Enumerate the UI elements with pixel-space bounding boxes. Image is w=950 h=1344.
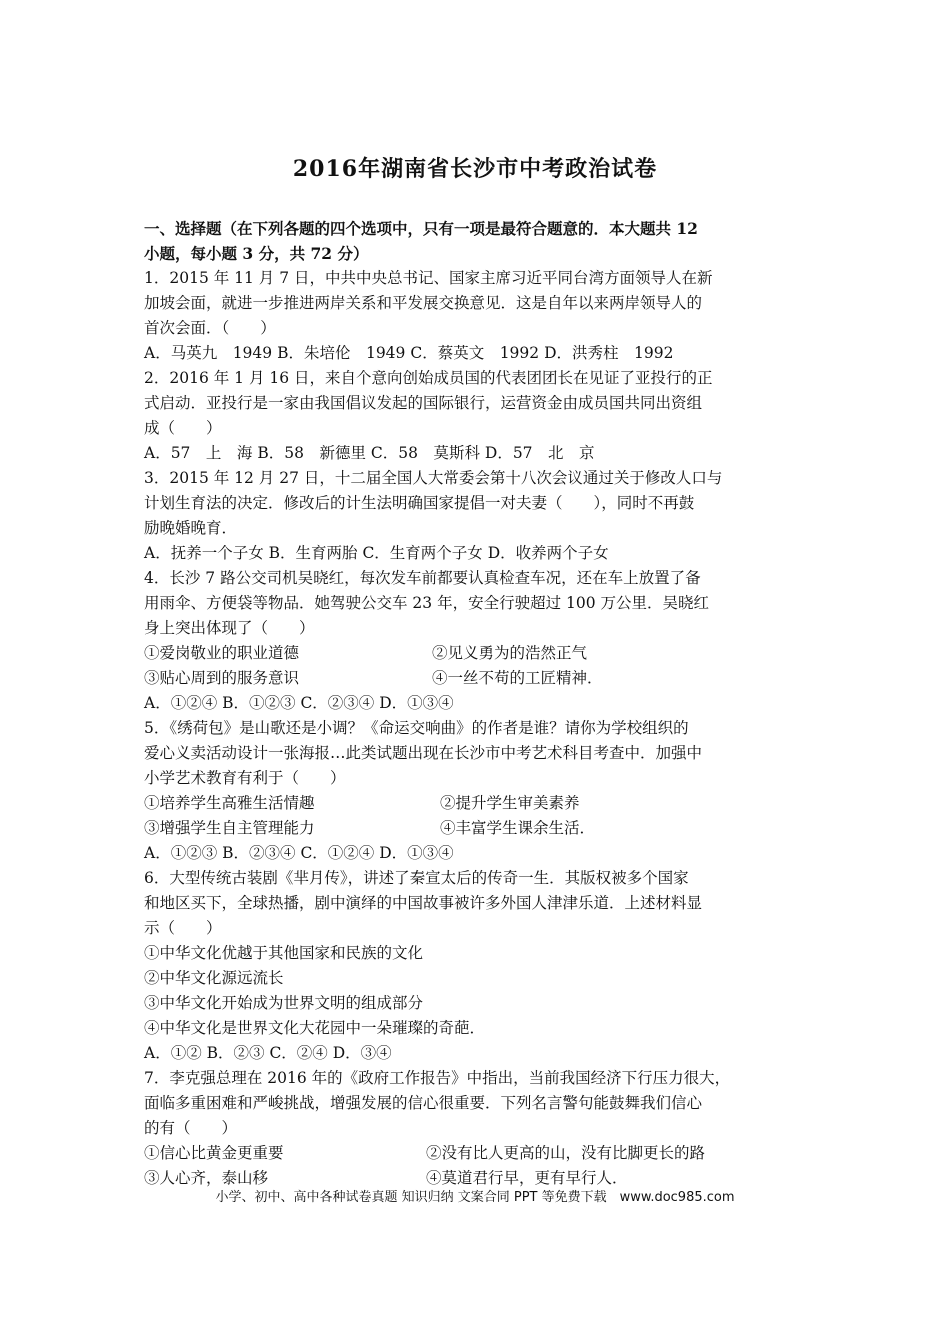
statement-item: ②见义勇为的浩然正气 bbox=[432, 644, 588, 662]
section-header-line2: 小题，每小题 3 分，共 72 分） bbox=[144, 244, 369, 263]
exam-content bbox=[144, 216, 814, 1191]
statement-item: ④莫道君行早，更有早行人． bbox=[426, 1169, 628, 1187]
question-text-line: 和地区买下，全球热播，剧中演绎的中国故事被许多外国人津津乐道．上述材料显 bbox=[144, 894, 703, 912]
statement-item: ①爱岗敬业的职业道德 bbox=[144, 644, 300, 662]
question-text-line: 加坡会面，就进一步推进两岸关系和平发展交换意见．这是自年以来两岸领导人的 bbox=[144, 294, 703, 312]
page-title: 2016年湖南省长沙市中考政治试卷 bbox=[292, 156, 658, 182]
question-text-line: 2．2016 年 1 月 16 日，来自个意向创始成员国的代表团团长在见证了亚投行的正 bbox=[144, 369, 713, 387]
statement-item: ③人心齐，泰山移 bbox=[144, 1169, 269, 1187]
question-text-line: 1．2015 年 11 月 7 日，中共中央总书记、国家主席习近平同台湾方面领导人在新 bbox=[144, 269, 713, 287]
statement-row bbox=[144, 816, 814, 841]
question-text-line: ①中华文化优越于其他国家和民族的文化 bbox=[144, 944, 424, 962]
statement-row bbox=[144, 1141, 814, 1166]
question-6 bbox=[144, 866, 814, 1066]
statement-row bbox=[144, 791, 814, 816]
question-2 bbox=[144, 366, 814, 466]
question-text-line: 计划生育法的决定．修改后的计生法明确国家提倡一对夫妻（ ），同时不再鼓 bbox=[144, 494, 695, 512]
question-text-line: 4．长沙 7 路公交司机吴晓红，每次发车前都要认真检查车况，还在车上放置了备 bbox=[144, 569, 701, 587]
question-text-line: 励晚婚晚育． bbox=[144, 519, 238, 537]
question-text-line: 5．《绣荷包》是山歌还是小调？《命运交响曲》的作者是谁？请你为学校组织的 bbox=[144, 719, 689, 737]
question-text-line: 6．大型传统古装剧《芈月传》，讲述了秦宣太后的传奇一生．其版权被多个国家 bbox=[144, 869, 689, 887]
answer-options: A．①②④ B．①②③ C．②③④ D．①③④ bbox=[144, 694, 454, 712]
answer-options: A．57 上 海 B．58 新德里 C．58 莫斯科 D．57 北 京 bbox=[144, 444, 595, 462]
question-text-line: 7．李克强总理在 2016 年的《政府工作报告》中指出，当前我国经济下行压力很大， bbox=[144, 1069, 731, 1087]
statement-item: ③增强学生自主管理能力 bbox=[144, 819, 315, 837]
question-text-line: 爱心义卖活动设计一张海报…此类试题出现在长沙市中考艺术科目考查中．加强中 bbox=[144, 744, 703, 762]
question-text-line: 的有（ ） bbox=[144, 1119, 238, 1137]
statement-item: ②提升学生审美素养 bbox=[440, 794, 580, 812]
question-5 bbox=[144, 716, 814, 866]
page-footer: 小学、初中、高中各种试卷真题 知识归纳 文案合同 PPT 等免费下载 www.doc985.com bbox=[215, 1190, 735, 1205]
question-text-line: ④中华文化是世界文化大花园中一朵璀璨的奇葩． bbox=[144, 1019, 486, 1037]
question-text-line: ③中华文化开始成为世界文明的组成部分 bbox=[144, 994, 424, 1012]
statement-row bbox=[144, 641, 814, 666]
statement-item: ①培养学生高雅生活情趣 bbox=[144, 794, 315, 812]
statement-item: ③贴心周到的服务意识 bbox=[144, 669, 300, 687]
statement-item: ④丰富学生课余生活． bbox=[440, 819, 596, 837]
answer-options: A．抚养一个子女 B．生育两胎 C．生育两个子女 D．收养两个子女 bbox=[144, 544, 609, 562]
answer-options: A．①②③ B．②③④ C．①②④ D．①③④ bbox=[144, 844, 454, 862]
question-text-line: 成（ ） bbox=[144, 419, 222, 437]
question-text-line: 用雨伞、方便袋等物品．她驾驶公交车 23 年，安全行驶超过 100 万公里．吴晓红 bbox=[144, 594, 710, 612]
statement-row bbox=[144, 666, 814, 691]
question-3 bbox=[144, 466, 814, 566]
section-header-line1: 一、选择题（在下列各题的四个选项中，只有一项是最符合题意的．本大题共 12 bbox=[144, 219, 698, 238]
question-text-line: 小学艺术教育有利于（ ） bbox=[144, 769, 346, 787]
question-text-line: 3．2015 年 12 月 27 日，十二届全国人大常委会第十八次会议通过关于修改人口与 bbox=[144, 469, 723, 487]
statement-item: ②没有比人更高的山，没有比脚更长的路 bbox=[426, 1144, 706, 1162]
question-text-line: 式启动．亚投行是一家由我国倡议发起的国际银行，运营资金由成员国共同出资组 bbox=[144, 394, 703, 412]
question-4 bbox=[144, 566, 814, 716]
question-text-line: 面临多重困难和严峻挑战，增强发展的信心很重要．下列名言警句能鼓舞我们信心 bbox=[144, 1094, 703, 1112]
answer-options: A．马英九 1949 B．朱培伦 1949 C．蔡英文 1992 D．洪秀柱 1992 bbox=[144, 344, 674, 362]
question-text-line: 身上突出体现了（ ） bbox=[144, 619, 315, 637]
question-7 bbox=[144, 1066, 814, 1191]
statement-item: ①信心比黄金更重要 bbox=[144, 1144, 284, 1162]
question-text-line: 首次会面．（ ） bbox=[144, 319, 276, 337]
question-1 bbox=[144, 266, 814, 366]
question-text-line: 示（ ） bbox=[144, 919, 222, 937]
statement-item: ④一丝不苟的工匠精神． bbox=[432, 669, 603, 687]
answer-options: A．①② B．②③ C．②④ D．③④ bbox=[144, 1044, 392, 1062]
question-text-line: ②中华文化源远流长 bbox=[144, 969, 284, 987]
